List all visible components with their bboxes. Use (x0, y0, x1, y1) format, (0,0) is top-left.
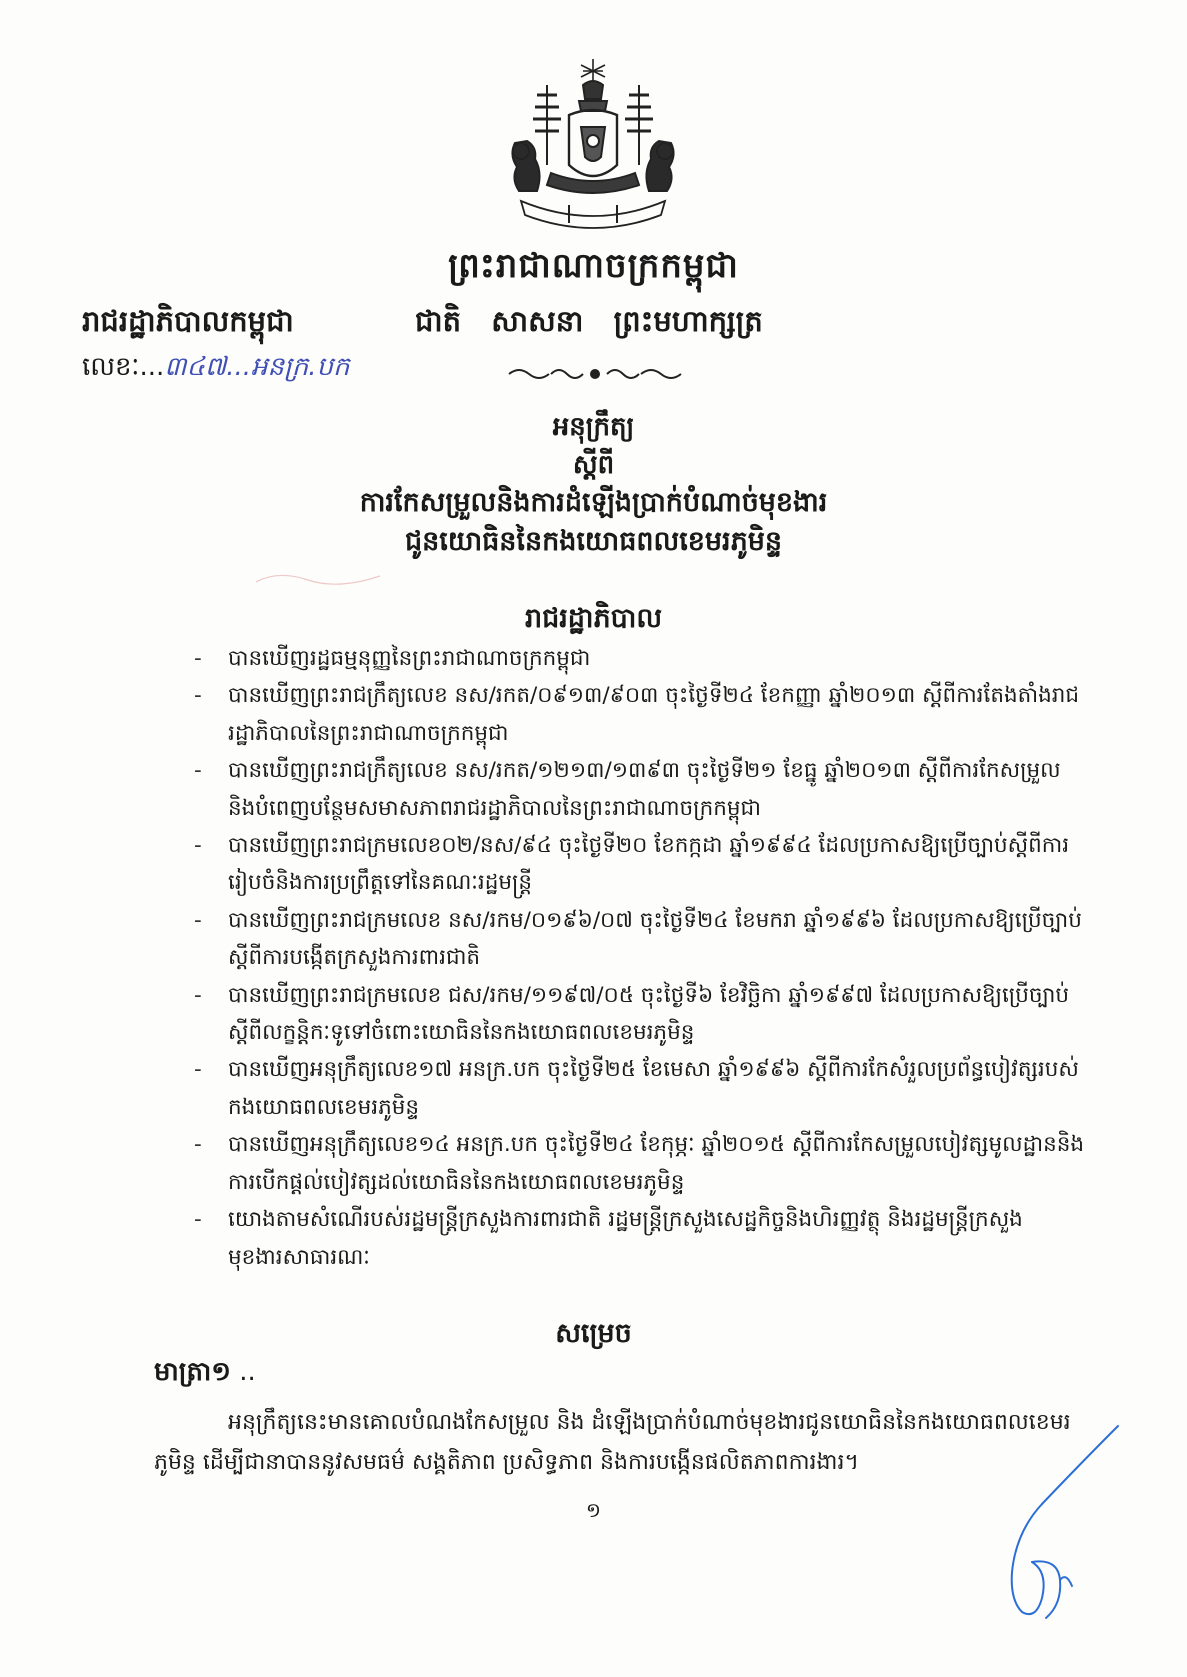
page-number: ១ (585, 1498, 602, 1522)
preamble-clause: - បានឃើញព្រះរាជក្រឹត្យលេខ នស/រកត/១២១៣/១៣៩៣ ចុះថ្ងៃទី២១ ខែធ្នូ ឆ្នាំ២០១៣ ស្តីពីការកែសម្រួលនិងបំពេញបន្ថែមសមាសភាពរាជរដ្ឋាភិបាលនៃព្រះរាជាណាចក្រកម្ពុជា (228, 752, 1086, 827)
ornamental-divider (505, 362, 685, 386)
article-label: មាត្រា១ (154, 1357, 231, 1387)
handwritten-reference: ៣៤៧...អនក្រ.បក (164, 352, 350, 382)
preamble-clause: - បានឃើញព្រះរាជក្រមលេខ០២/នស/៩៤ ចុះថ្ងៃទី២០ ខែកក្កដា ឆ្នាំ១៩៩៤ ដែលប្រកាសឱ្យប្រើច្បាប់ស្តីពីការរៀបចំនិងការប្រព្រឹត្តទៅនៃគណៈរដ្ឋមន្ត្រី (228, 827, 1086, 902)
kingdom-title: ព្រះរាជាណាចក្រកម្ពុជា (448, 246, 739, 286)
preamble-clause: - បានឃើញព្រះរាជក្រមលេខ ជស/រកម/១១៩៧/០៥ ចុះថ្ងៃទី៦ ខែវិច្ឆិកា ឆ្នាំ១៩៩៧ ដែលប្រកាសឱ្យប្រើច្បាប់ស្តីពីលក្ខន្តិកៈទូទៅចំពោះយោធិននៃកងយោធពលខេមរភូមិន្ទ (228, 977, 1086, 1052)
faint-stamp-mark (248, 560, 388, 600)
preamble-clause: - បានឃើញរដ្ឋធម្មនុញ្ញនៃព្រះរាជាណាចក្រកម្ពុជា (228, 640, 1086, 677)
reference-label: លេខៈ... (82, 352, 165, 382)
reference-number (82, 350, 350, 388)
royal-coat-of-arms-emblem (491, 55, 695, 235)
decree-type-title: អនុក្រឹត្យ (552, 412, 635, 442)
government-label: រាជរដ្ឋាភិបាលកម្ពុជា (82, 304, 294, 338)
preamble-clause: - បានឃើញព្រះរាជក្រឹត្យលេខ នស/រកត/០៩១៣/៩០៣ ចុះថ្ងៃទី២៤ ខែកញ្ញា ឆ្នាំ២០១៣ ស្តីពីការតែងតាំងរាជរដ្ឋាភិបាលនៃព្រះរាជាណាចក្រកម្ពុជា (228, 677, 1086, 752)
preamble-clause: - បានឃើញអនុក្រឹត្យលេខ១៧ អនក្រ.បក ចុះថ្ងៃទី២៥ ខែមេសា ឆ្នាំ១៩៩៦ ស្តីពីការកែសំរួលប្រព័ន្ធបៀវត្សរបស់កងយោធពលខេមរភូមិន្ទ (228, 1051, 1086, 1126)
handwritten-signature (1002, 1422, 1132, 1632)
preamble-clauses (228, 640, 1086, 1276)
decree-subject-line-2: ជូនយោធិននៃកងយោធពលខេមរភូមិន្ទ (404, 526, 783, 557)
preamble-clause: - យោងតាមសំណើរបស់រដ្ឋមន្ត្រីក្រសួងការពារជាតិ រដ្ឋមន្ត្រីក្រសួងសេដ្ឋកិច្ចនិងហិរញ្ញវត្ថុ និងរដ្ឋមន្ត្រីក្រសួងមុខងារសាធារណៈ (228, 1201, 1086, 1276)
national-motto: ជាតិ សាសនា ព្រះមហាក្សត្រ (415, 304, 763, 338)
government-heading: រាជរដ្ឋាភិបាល (524, 603, 663, 634)
preamble-clause: - បានឃើញអនុក្រឹត្យលេខ១៤ អនក្រ.បក ចុះថ្ងៃទី២៤ ខែកុម្ភៈ ឆ្នាំ២០១៥ ស្តីពីការកែសម្រួលបៀវត្សមូលដ្ឋាននិងការបើកផ្តល់បៀវត្សដល់យោធិននៃកងយោធពលខេមរភូមិន្ទ (228, 1126, 1086, 1201)
decision-heading: សម្រេច (555, 1318, 632, 1349)
article-heading (154, 1355, 256, 1393)
decree-on-label: ស្តីពី (572, 450, 615, 480)
preamble-clause: - បានឃើញព្រះរាជក្រមលេខ នស/រកម/០១៩៦/០៧ ចុះថ្ងៃទី២៤ ខែមករា ឆ្នាំ១៩៩៦ ដែលប្រកាសឱ្យប្រើច្បាប់ស្តីពីការបង្កើតក្រសួងការពារជាតិ (228, 902, 1086, 977)
decree-subject-line-1: ការកែសម្រួលនិងការដំឡើងប្រាក់បំណាច់មុខងារ (359, 487, 828, 518)
article-body: អនុក្រឹត្យនេះមានគោលបំណងកែសម្រួល និង ដំឡើងប្រាក់បំណាច់មុខងារជូនយោធិននៃកងយោធពលខេមរភូមិន្ទ ដើម្បីជានាបាននូវសមធម៌ សង្គតិភាព ប្រសិទ្ធភាព និងការបង្កើនផលិតភាពការងារ។ (154, 1410, 1071, 1475)
article-dots: .. (230, 1357, 256, 1387)
